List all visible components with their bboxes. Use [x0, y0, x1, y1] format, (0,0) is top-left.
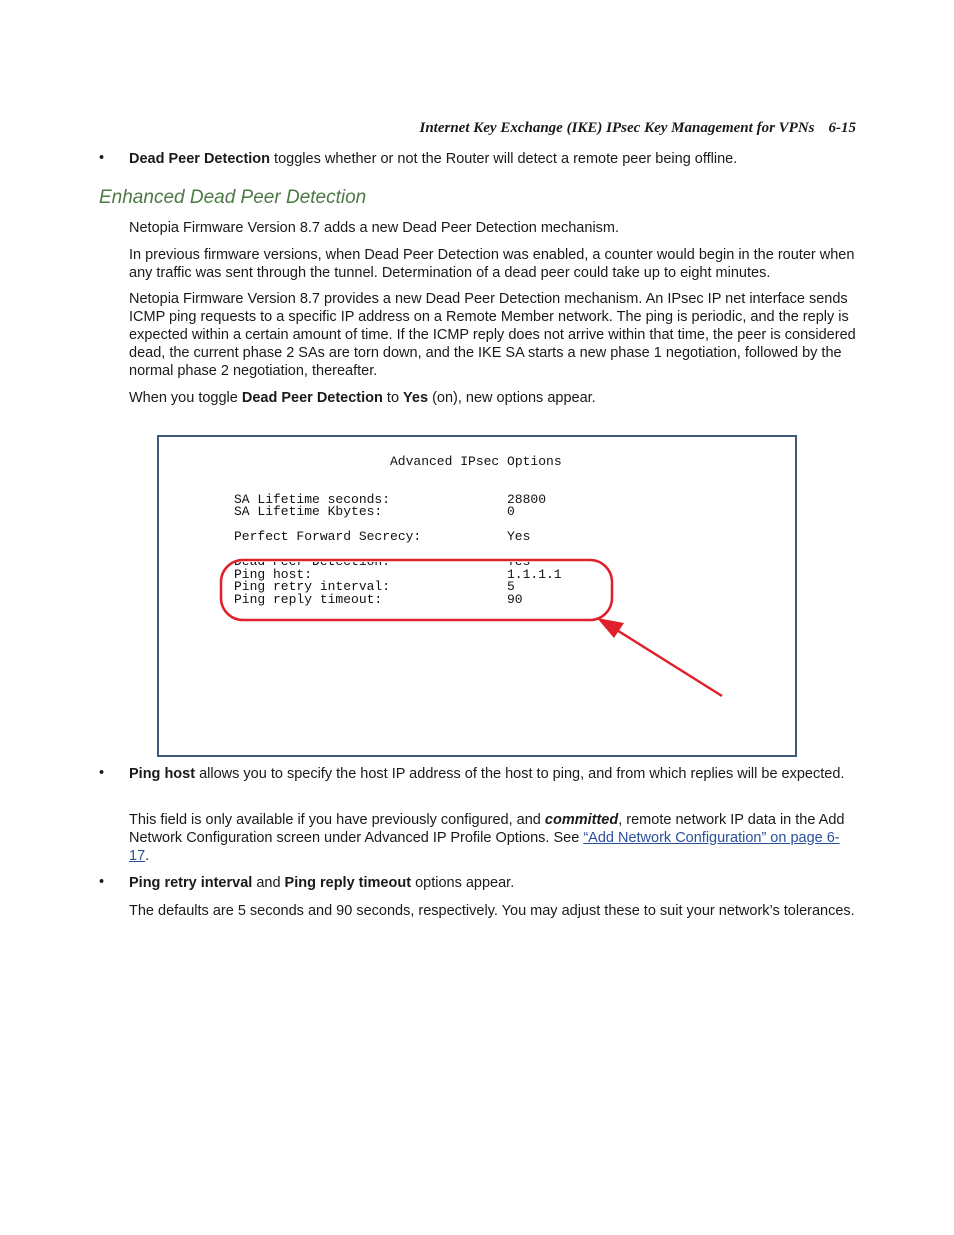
term-ping-reply-timeout: Ping reply timeout: [284, 875, 412, 891]
screen-option-label: Ping host:: [234, 567, 313, 582]
paragraph-6: The defaults are 5 seconds and 90 seconds, respectively. You may adjust these to suit your network’s tolerances.: [129, 903, 855, 919]
screen-option-value: 0: [507, 504, 515, 519]
screen-option-value: 90: [507, 592, 523, 607]
screen-option-value: Yes: [507, 529, 531, 544]
callout-arrow-shaft: [612, 627, 722, 696]
bullet-mid: and: [252, 875, 285, 891]
screen-option-label: Ping retry interval:: [234, 579, 391, 594]
paragraph-2: In previous firmware versions, when Dead Peer Detection was enabled, a counter would begin in the router when any traffic was sent through the tunnel. Determination of a dead peer could take up to eight minutes.: [129, 247, 855, 281]
bullet-text: allows you to specify the host IP address of the host to ping, and from which replies will be expected.: [195, 766, 845, 782]
bullet-marker: •: [99, 150, 105, 166]
screen-option-label: Ping reply timeout:: [234, 592, 383, 607]
p4-mid: to: [382, 390, 404, 406]
paragraph-1: Netopia Firmware Version 8.7 adds a new Dead Peer Detection mechanism.: [129, 220, 620, 236]
p4-bold-dpd: Dead Peer Detection: [241, 390, 383, 406]
section-title: Enhanced Dead Peer Detection: [99, 187, 367, 208]
callout-arrow-head: [597, 618, 624, 638]
bullet-text: toggles whether or not the Router will detect a remote peer being offline.: [270, 151, 738, 167]
screen-option-value: 28800: [507, 492, 547, 507]
bullet-marker: •: [99, 765, 105, 781]
p4-bold-yes: Yes: [403, 390, 429, 406]
header-title: Internet Key Exchange (IKE) IPsec Key Management for VPNs: [419, 120, 815, 136]
paragraph-5: [129, 811, 859, 865]
screen-option-label: SA Lifetime seconds:: [234, 492, 391, 507]
bullet-ping-retry: [129, 874, 859, 892]
term-dead-peer-detection: Dead Peer Detection: [129, 151, 271, 167]
page-number: 6-15: [828, 120, 856, 136]
bullet-text: options appear.: [411, 875, 515, 891]
bullet-marker: •: [99, 874, 105, 890]
screen-title: Advanced IPsec Options: [390, 454, 562, 469]
p4-pre: When you toggle: [129, 390, 242, 406]
p5-post: .: [145, 848, 150, 864]
paragraph-3: Netopia Firmware Version 8.7 provides a new Dead Peer Detection mechanism. An IPsec IP net interface sends ICMP ping requests to a specific IP address on a Remote Member network. The ping is periodic, and the reply is expected within a certain amount of time. If the ICMP reply does not arrive within that time, the peer is considered dead, the current phase 2 SAs are torn down, and the IKE SA starts a new phase 1 negotiation, followed by the normal phase 2 negotiation, thereafter.: [129, 291, 856, 379]
p4-post: (on), new options appear.: [428, 390, 596, 406]
cross-reference-link[interactable]: “Add Network Configuration” on page 6-17: [129, 830, 840, 864]
screen-option-label: SA Lifetime Kbytes:: [234, 504, 383, 519]
p5-pre: This field is only available if you have previously configured, and: [129, 812, 545, 828]
p5-committed: committed: [544, 812, 619, 828]
screen-option-label: Perfect Forward Secrecy:: [234, 529, 422, 544]
p5-mid: , remote network IP data in the Add Network Configuration screen under Advanced IP Profile Options. See: [129, 812, 845, 846]
term-ping-host: Ping host: [129, 766, 196, 782]
callout-highlight-ring: [221, 560, 612, 620]
term-ping-retry-interval: Ping retry interval: [129, 875, 253, 891]
bullet-ping-host: [129, 765, 859, 783]
screen-option-value: 1.1.1.1: [507, 567, 562, 582]
screen-option-value: 5: [507, 579, 515, 594]
